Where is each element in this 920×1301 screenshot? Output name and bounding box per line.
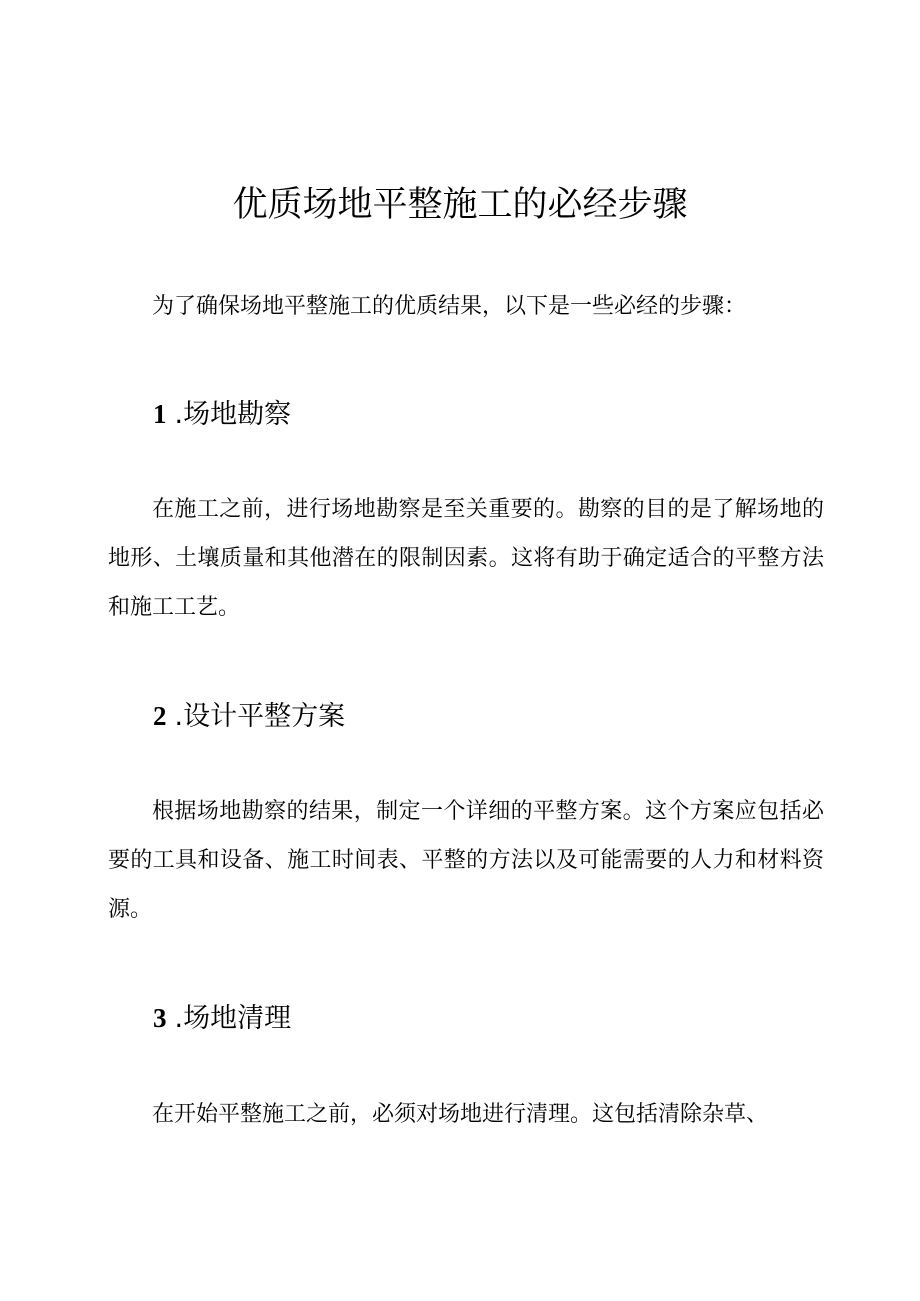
- section-heading-text-3: .场地清理: [174, 1003, 292, 1034]
- section-number-1: 1: [153, 399, 167, 429]
- section-body-3: 在开始平整施工之前，必须对场地进行清理。这包括清除杂草、: [152, 1102, 769, 1127]
- section-body-1: 在施工之前，进行场地勘察是至关重要的。勘察的目的是了解场地的地形、土壤质量和其他潜在的限制因素。这将有助于确定适合的平整方法和施工工艺。: [108, 497, 824, 620]
- intro-paragraph: 为了确保场地平整施工的优质结果，以下是一些必经的步骤：: [152, 294, 747, 319]
- section-heading-2: [153, 698, 345, 735]
- section-body-2: 根据场地勘察的结果，制定一个详细的平整方案。这个方案应包括必要的工具和设备、施工时间表、平整的方法以及可能需要的人力和材料资源。: [108, 799, 824, 922]
- section-heading-3: [153, 1000, 291, 1037]
- section-number-2: 2: [153, 701, 167, 731]
- section-heading-1: [153, 396, 291, 433]
- page-title: 优质场地平整施工的必经步骤: [232, 185, 688, 225]
- section-number-3: 3: [153, 1003, 167, 1033]
- section-heading-text-2: .设计平整方案: [174, 701, 346, 732]
- section-heading-text-1: .场地勘察: [174, 399, 292, 430]
